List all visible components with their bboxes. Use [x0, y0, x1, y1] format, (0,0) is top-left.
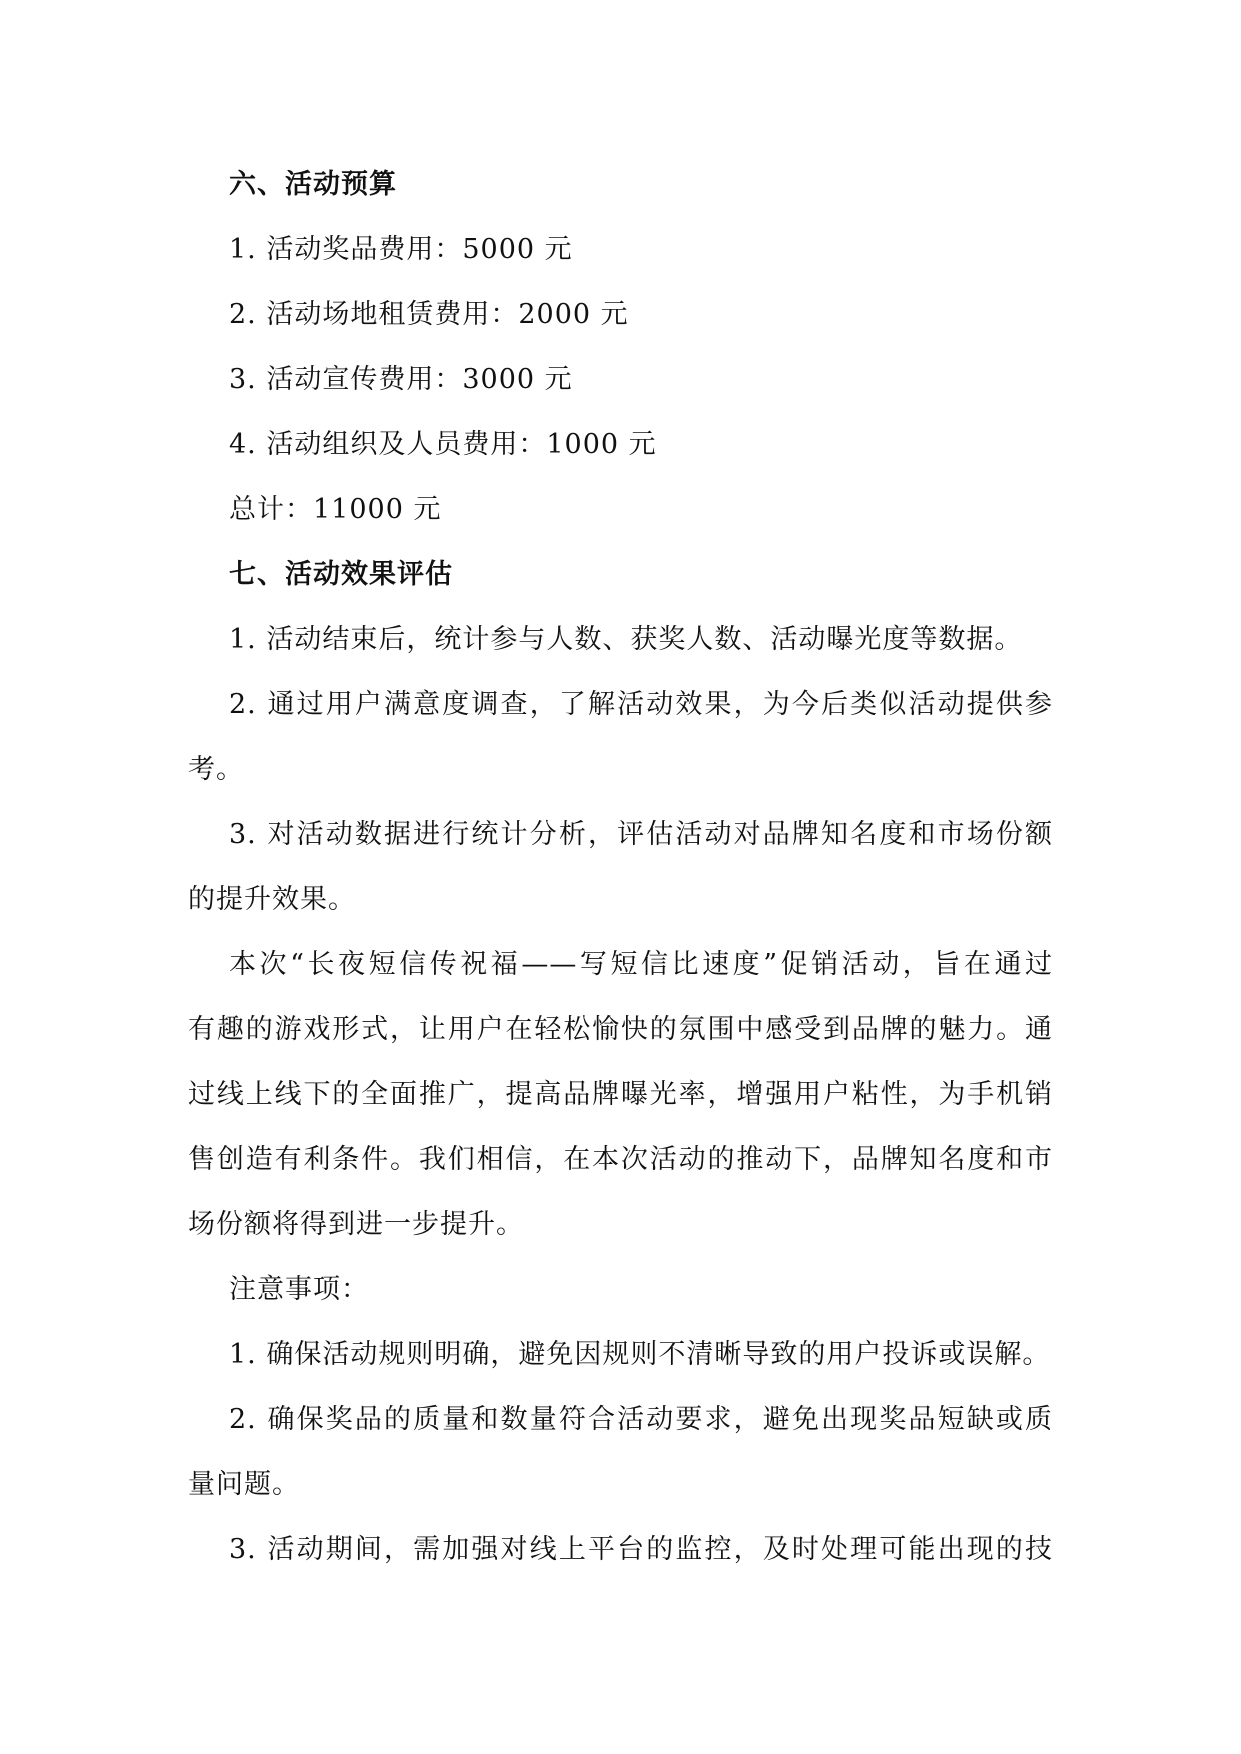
summary-paragraph-line-1: 本次“长夜短信传祝福——写短信比速度”促销活动，旨在通过 — [229, 949, 1053, 980]
evaluation-item-3: 3. 对活动数据进行统计分析，评估活动对品牌知名度和市场份额 — [229, 819, 1053, 850]
budget-item-venue: 2. 活动场地租赁费用：2000 元 — [229, 299, 629, 330]
section-heading-budget: 六、活动预算 — [229, 169, 397, 200]
summary-paragraph-line-4: 售创造有利条件。我们相信，在本次活动的推动下，品牌知名度和市 — [188, 1144, 1053, 1175]
summary-paragraph-line-2: 有趣的游戏形式，让用户在轻松愉快的氛围中感受到品牌的魅力。通 — [188, 1014, 1053, 1045]
notes-item-2: 2. 确保奖品的质量和数量符合活动要求，避免出现奖品短缺或质 — [229, 1404, 1053, 1435]
section-heading-evaluation: 七、活动效果评估 — [229, 559, 453, 590]
notes-item-1: 1. 确保活动规则明确，避免因规则不清晰导致的用户投诉或误解。 — [229, 1339, 1051, 1370]
document-body — [188, 152, 1053, 1582]
evaluation-item-2: 2. 通过用户满意度调查，了解活动效果，为今后类似活动提供参 — [229, 689, 1053, 720]
notes-heading: 注意事项： — [229, 1274, 369, 1305]
budget-item-prizes: 1. 活动奖品费用：5000 元 — [229, 234, 573, 265]
evaluation-item-3-cont: 的提升效果。 — [188, 884, 356, 915]
evaluation-item-1: 1. 活动结束后，统计参与人数、获奖人数、活动曝光度等数据。 — [229, 624, 1023, 655]
notes-item-2-cont: 量问题。 — [188, 1469, 300, 1500]
summary-paragraph-line-5: 场份额将得到进一步提升。 — [188, 1209, 524, 1240]
budget-total: 总计：11000 元 — [229, 494, 442, 525]
budget-item-staff: 4. 活动组织及人员费用：1000 元 — [229, 429, 657, 460]
summary-paragraph-line-3: 过线上线下的全面推广，提高品牌曝光率，增强用户粘性，为手机销 — [188, 1079, 1053, 1110]
evaluation-item-2-cont: 考。 — [188, 754, 244, 785]
budget-item-promotion: 3. 活动宣传费用：3000 元 — [229, 364, 573, 395]
notes-item-3: 3. 活动期间，需加强对线上平台的监控，及时处理可能出现的技 — [229, 1534, 1053, 1565]
